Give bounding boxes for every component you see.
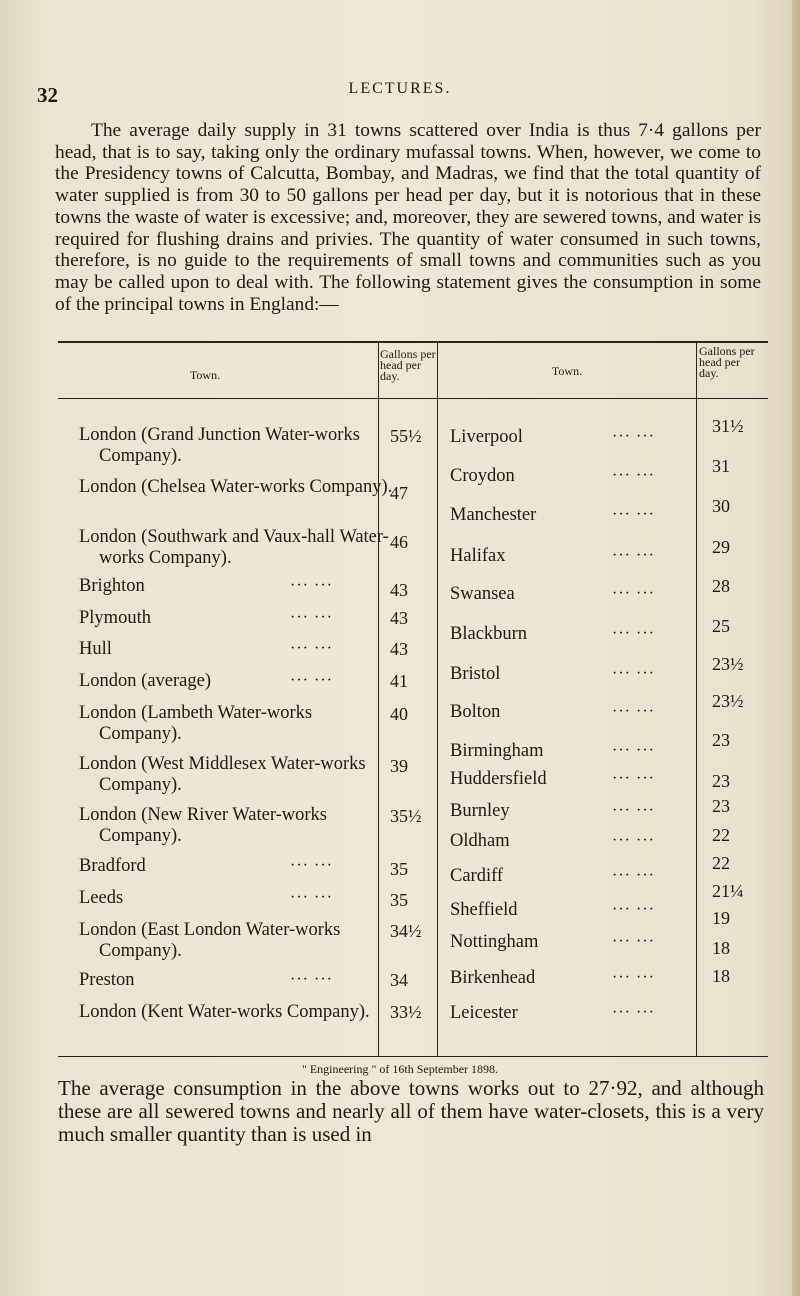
table-row-gallons: 33½ [390,1002,422,1022]
leader-dots: ··· ··· [612,665,655,682]
header-gallons-left: Gallons per head per day. [380,347,436,383]
table-row-town: London (Grand Junction Water-works Company). [79,425,360,466]
leader-dots: ··· ··· [290,889,333,906]
table-row-gallons: 46 [390,532,408,552]
table-row-gallons: 18 [712,966,730,986]
table-row-gallons: 23½ [712,654,744,674]
table-row-town: Nottingham [450,932,539,952]
leader-dots: ··· ··· [612,832,655,849]
table-row-gallons: 25 [712,616,730,636]
table-row-town: Hull [79,639,112,659]
table-row-gallons: 30 [712,496,730,516]
table-row-town: Bristol [450,664,501,684]
table-row-gallons: 23 [712,771,730,791]
table-row-gallons: 34½ [390,921,422,941]
table-bottom-rule [58,1056,768,1057]
leader-dots: ··· ··· [290,672,333,689]
table-row-town: Huddersfield [450,769,547,789]
table-row-town: Manchester [450,505,537,525]
closing-paragraph: The average consumption in the above towns works out to 27·92, and although these are all sewered towns and nearly all of them have water-closets, this is a very much smaller quantity than is used in [58,1076,764,1146]
leader-dots: ··· ··· [612,703,655,720]
table-row-town: Liverpool [450,427,523,447]
table-row-town: Plymouth [79,608,151,628]
page-edge-shadow [792,0,800,1296]
table-row-town: London (Lambeth Water-works Company). [79,703,313,744]
table-row-gallons: 31 [712,456,730,476]
table-row-town: Bradford [79,856,146,876]
table-row-town: Preston [79,970,135,990]
table-row-town: London (East London Water-works Company). [79,920,341,961]
table-row-gallons: 43 [390,608,408,628]
leader-dots: ··· ··· [612,742,655,759]
table-row-gallons: 23 [712,730,730,750]
table-row-gallons: 28 [712,576,730,596]
table-top-rule [58,341,768,343]
leader-dots: ··· ··· [290,640,333,657]
table-row-gallons: 47 [390,483,408,503]
table-row-town: London (average) [79,671,212,691]
header-gallons-right: Gallons per head per day. [699,344,755,380]
header-town-left: Town. [189,368,221,382]
table-row-gallons: 35½ [390,806,422,826]
table-row-gallons: 34 [390,970,408,990]
leader-dots: ··· ··· [612,625,655,642]
table-row-town: Swansea [450,584,515,604]
table-row-town: Birmingham [450,741,544,761]
table-row-gallons: 40 [390,704,408,724]
table-row-gallons: 35 [390,890,408,910]
table-row-gallons: 21¼ [712,881,744,901]
table-row-gallons: 19 [712,908,730,928]
page-number: 32 [37,83,58,107]
leader-dots: ··· ··· [612,585,655,602]
table-row-town: Birkenhead [450,968,536,988]
leader-dots: ··· ··· [612,428,655,445]
table-row-gallons: 55½ [390,426,422,446]
table-row-town: Brighton [79,576,145,596]
column-divider [437,342,438,1056]
table-row-town: Blackburn [450,624,528,644]
table-row-town: Burnley [450,801,510,821]
table-row-town: Halifax [450,546,506,566]
leader-dots: ··· ··· [290,857,333,874]
leader-dots: ··· ··· [612,802,655,819]
table-row-town: London (Chelsea Water-works Company). [79,477,393,497]
table-row-town: Oldham [450,831,510,851]
leader-dots: ··· ··· [290,971,333,988]
table-row-town: Bolton [450,702,501,722]
table-row-gallons: 39 [390,756,408,776]
leader-dots: ··· ··· [612,1004,655,1021]
header-town-right: Town. [551,364,583,378]
table-row-gallons: 22 [712,825,730,845]
table-row-town: Croydon [450,466,515,486]
table-row-gallons: 23 [712,796,730,816]
leader-dots: ··· ··· [612,867,655,884]
intro-paragraph: The average daily supply in 31 towns scattered over India is thus 7·4 gallons per head, that is to say, taking only the ordinary mufassal towns. When, however, we come to the Presidency towns of Calcutta, Bombay, and Madras, we find that the total quantity of water supplied is from 30 to 50 gallons per head per day, but it is notorious that in these towns the waste of water is excessive; and, moreover, they are sewered towns, and water is required for flushing drains and privies. The quantity of water consumed in such towns, therefore, is no guide to the requirements of small towns and communities such as you may be called upon to deal with. The following statement gives the consumption in some of the principal towns in England:— [55,120,761,315]
leader-dots: ··· ··· [612,901,655,918]
table-row-gallons: 29 [712,537,730,557]
leader-dots: ··· ··· [290,609,333,626]
leader-dots: ··· ··· [290,577,333,594]
table-row-town: London (West Middlesex Water-works Company). [79,754,366,795]
table-row-gallons: 43 [390,639,408,659]
leader-dots: ··· ··· [612,547,655,564]
table-header-rule [58,398,768,399]
table-row-town: Sheffield [450,900,518,920]
leader-dots: ··· ··· [612,506,655,523]
table-row-town: London (New River Water-works Company). [79,805,327,846]
column-divider [696,342,697,1056]
leader-dots: ··· ··· [612,770,655,787]
table-row-town: Cardiff [450,866,504,886]
table-row-gallons: 41 [390,671,408,691]
table-row-town: London (Kent Water-works Company). [79,1002,370,1022]
leader-dots: ··· ··· [612,969,655,986]
table-row-town: London (Southwark and Vaux-hall Water-works Company). [79,527,389,568]
table-row-gallons: 31½ [712,416,744,436]
table-row-gallons: 35 [390,859,408,879]
table-row-town: Leeds [79,888,124,908]
table-row-gallons: 43 [390,580,408,600]
leader-dots: ··· ··· [612,933,655,950]
running-head: LECTURES. [348,80,452,97]
table-row-gallons: 18 [712,938,730,958]
leader-dots: ··· ··· [612,467,655,484]
footnote: " Engineering " of 16th September 1898. [301,1062,499,1076]
table-row-gallons: 22 [712,853,730,873]
table-row-town: Leicester [450,1003,518,1023]
table-row-gallons: 23½ [712,691,744,711]
